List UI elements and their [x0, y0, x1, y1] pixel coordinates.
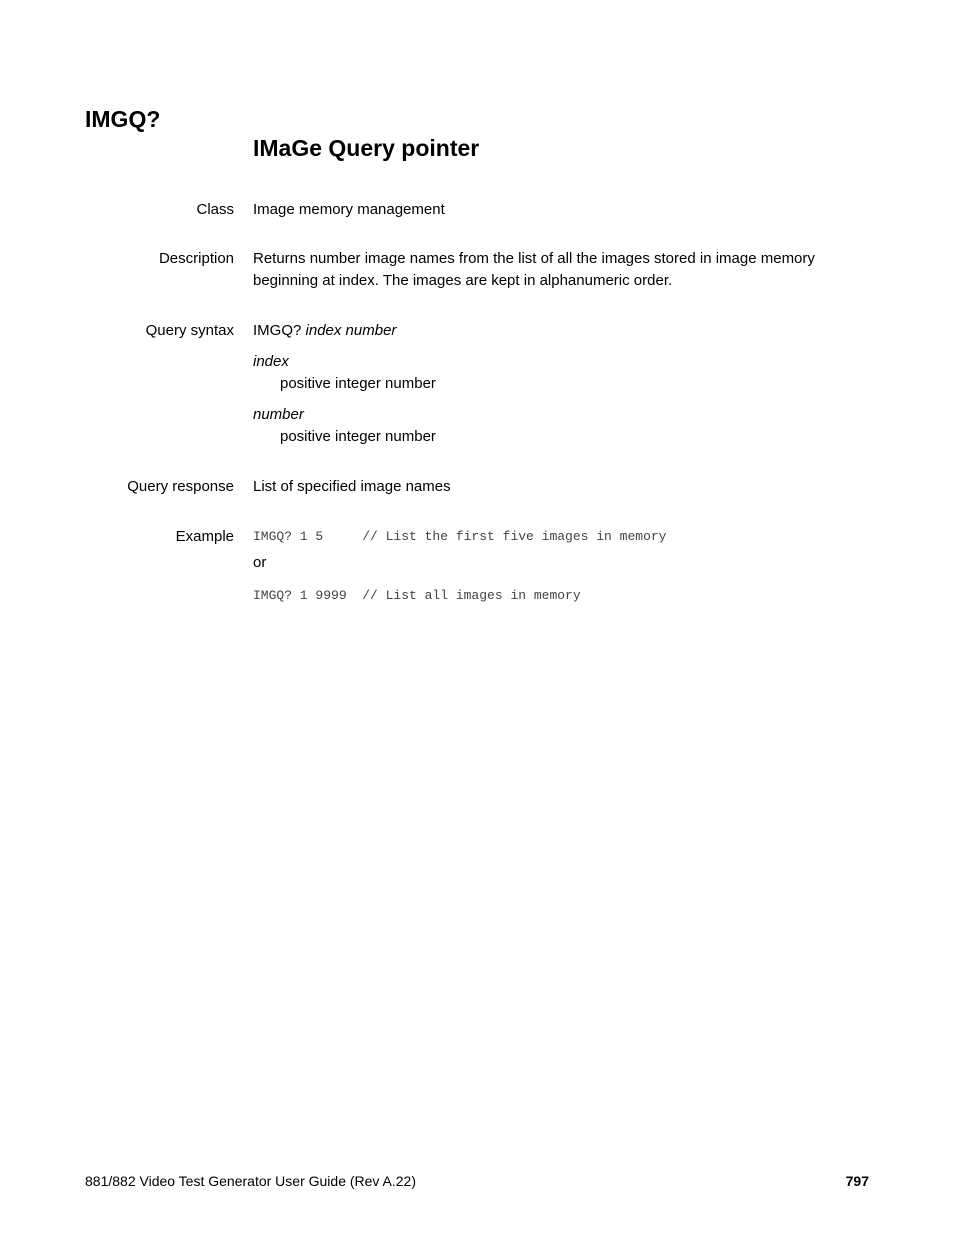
description-line-1: Returns number image names from the list of all the images stored in image memory — [253, 250, 815, 267]
param-name: index — [253, 353, 289, 370]
param-description: positive integer number — [280, 375, 436, 392]
description-label: Description — [158, 250, 234, 267]
description-text — [253, 248, 853, 292]
class-value: Image memory management — [253, 201, 445, 218]
param-description: positive integer number — [280, 428, 436, 445]
param-name: number — [253, 406, 304, 423]
param-index — [253, 351, 853, 395]
example-label: Example — [175, 528, 234, 545]
command-title: IMaGe Query pointer — [253, 135, 480, 161]
example-or: or — [253, 554, 267, 571]
query-syntax-label: Query syntax — [145, 322, 234, 339]
command-name: IMGQ? — [85, 106, 161, 132]
example-code-2: IMGQ? 1 9999 // List all images in memory — [253, 588, 581, 603]
description-line-2: beginning at index. The images are kept in alphanumeric order. — [253, 272, 673, 289]
example-content — [253, 526, 853, 607]
query-response-label: Query response — [127, 478, 234, 495]
param-number — [253, 404, 853, 448]
example-code-1: IMGQ? 1 5 // List the first five images in memory — [253, 529, 667, 544]
query-syntax-args: index number — [305, 322, 397, 339]
query-response-value: List of specified image names — [253, 478, 451, 495]
footer-guide-title: 881/882 Video Test Generator User Guide (Rev A.22) — [85, 1173, 417, 1189]
query-syntax-content — [253, 320, 853, 448]
query-syntax-command: IMGQ? — [253, 322, 302, 339]
class-label: Class — [196, 201, 234, 218]
query-syntax-line — [253, 320, 853, 342]
footer-page-number: 797 — [845, 1173, 869, 1189]
